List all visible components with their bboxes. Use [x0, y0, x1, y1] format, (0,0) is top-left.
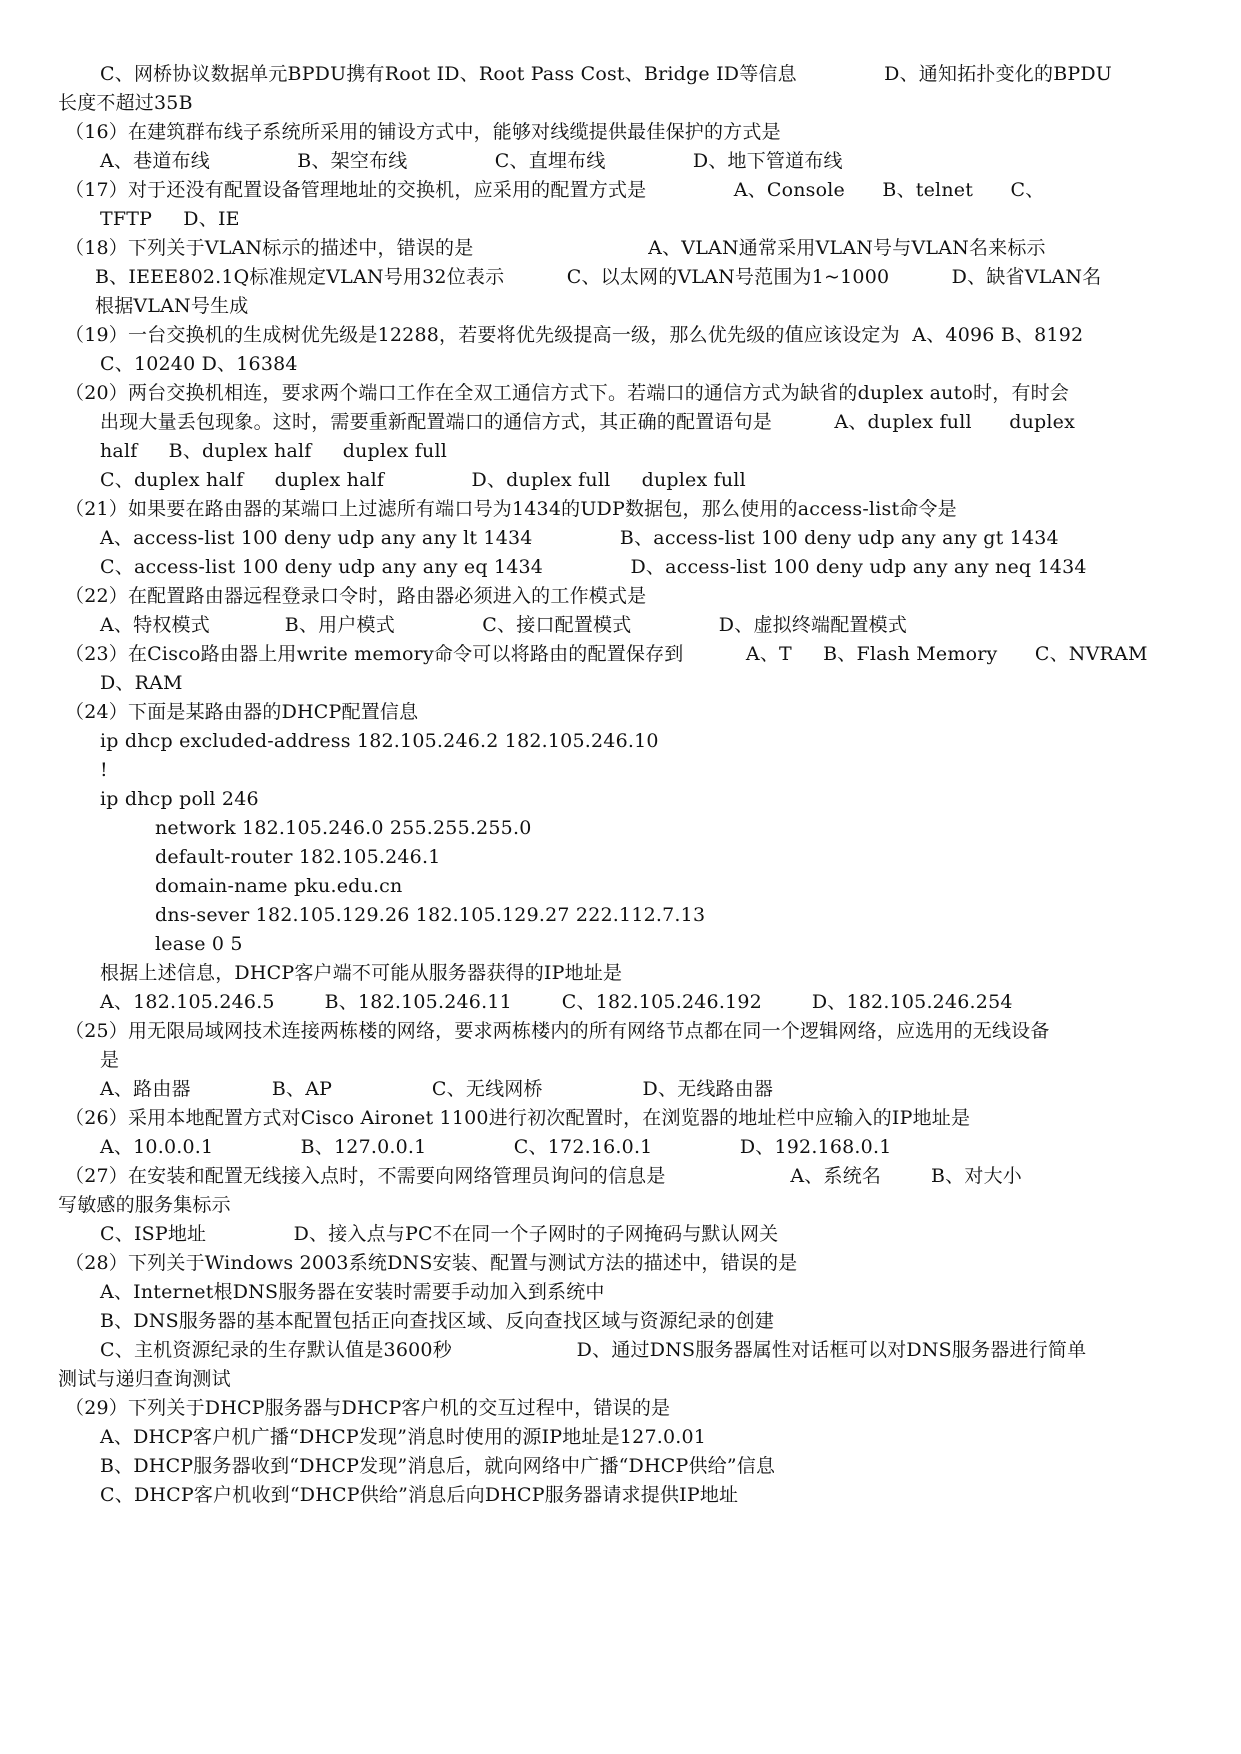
question-28: （28）下列关于Windows 2003系统DNS安装、配置与测试方法的描述中，错误的是	[65, 1252, 798, 1274]
text-line: C、10240 D、16384	[100, 353, 298, 375]
config-line: ip dhcp excluded-address 182.105.246.2 182.105.246.10	[100, 730, 659, 752]
question-22: （22）在配置路由器远程登录口令时，路由器必须进入的工作模式是	[65, 585, 647, 607]
question-17: （17）对于还没有配置设备管理地址的交换机，应采用的配置方式是 A、Console B、telnet C、	[65, 179, 1045, 201]
config-line: ip dhcp poll 246	[100, 788, 259, 810]
question-26: （26）采用本地配置方式对Cisco Aironet 1100进行初次配置时，在浏览器的地址栏中应输入的IP地址是	[65, 1107, 971, 1129]
text-line: C、ISP地址 D、接入点与PC不在同一个子网时的子网掩码与默认网关	[100, 1223, 779, 1245]
text-line: A、巷道布线 B、架空布线 C、直埋布线 D、地下管道布线	[100, 150, 843, 172]
config-line: network 182.105.246.0 255.255.255.0	[155, 817, 532, 839]
text-line: A、10.0.0.1 B、127.0.0.1 C、172.16.0.1 D、192.168.0.1	[100, 1136, 892, 1158]
config-line: dns-sever 182.105.129.26 182.105.129.27 222.112.7.13	[155, 904, 706, 926]
text-line: A、DHCP客户机广播“DHCP发现”消息时使用的源IP地址是127.0.01	[100, 1426, 707, 1448]
config-line: default-router 182.105.246.1	[155, 846, 441, 868]
text-line: C、网桥协议数据单元BPDU携有Root ID、Root Pass Cost、Bridge ID等信息 D、通知拓扑变化的BPDU	[100, 63, 1112, 85]
text-line: B、DHCP服务器收到“DHCP发现”消息后，就向网络中广播“DHCP供给”信息	[100, 1455, 776, 1477]
text-line: A、access-list 100 deny udp any any lt 1434 B、access-list 100 deny udp any any gt 1434	[100, 527, 1059, 549]
text-line: A、Internet根DNS服务器在安装时需要手动加入到系统中	[100, 1281, 605, 1303]
text-line: TFTP D、IE	[100, 208, 240, 230]
config-line: domain-name pku.edu.cn	[155, 875, 403, 897]
text-line: 测试与递归查询测试	[58, 1368, 231, 1390]
config-line: !	[100, 759, 108, 781]
question-19: （19）一台交换机的生成树优先级是12288，若要将优先级提高一级，那么优先级的值应该设定为 A、4096 B、8192	[65, 324, 1084, 346]
text-line: C、DHCP客户机收到“DHCP供给”消息后向DHCP服务器请求提供IP地址	[100, 1484, 739, 1506]
question-24: （24）下面是某路由器的DHCP配置信息	[65, 701, 419, 723]
text-line: 根据上述信息，DHCP客户端不可能从服务器获得的IP地址是	[100, 962, 623, 984]
text-line: C、access-list 100 deny udp any any eq 1434 D、access-list 100 deny udp any any neq 1434	[100, 556, 1087, 578]
text-line: 根据VLAN号生成	[95, 295, 249, 317]
question-29: （29）下列关于DHCP服务器与DHCP客户机的交互过程中，错误的是	[65, 1397, 671, 1419]
question-27: （27）在安装和配置无线接入点时，不需要向网络管理员询问的信息是 A、系统名 B、对大小	[65, 1165, 1022, 1187]
text-line: C、duplex half duplex half D、duplex full duplex full	[100, 469, 746, 491]
text-line: A、182.105.246.5 B、182.105.246.11 C、182.105.246.192 D、182.105.246.254	[100, 991, 1013, 1013]
text-line: 长度不超过35B	[58, 92, 193, 114]
question-20: （20）两台交换机相连，要求两个端口工作在全双工通信方式下。若端口的通信方式为缺省的duplex auto时，有时会	[65, 382, 1070, 404]
text-line: C、主机资源纪录的生存默认值是3600秒 D、通过DNS服务器属性对话框可以对DNS服务器进行简单	[100, 1339, 1087, 1361]
question-23: （23）在Cisco路由器上用write memory命令可以将路由的配置保存到 A、T B、Flash Memory C、NVRAM	[65, 643, 1148, 665]
text-line: D、RAM	[100, 672, 183, 694]
text-line: 写敏感的服务集标示	[58, 1194, 231, 1216]
question-25: （25）用无限局域网技术连接两栋楼的网络，要求两栋楼内的所有网络节点都在同一个逻辑网络，应选用的无线设备	[65, 1020, 1050, 1042]
text-line: 是	[100, 1049, 120, 1071]
config-line: lease 0 5	[155, 933, 243, 955]
text-line: B、IEEE802.1Q标准规定VLAN号用32位表示 C、以太网的VLAN号范围为1~1000 D、缺省VLAN名	[95, 266, 1102, 288]
question-18: （18）下列关于VLAN标示的描述中，错误的是 A、VLAN通常采用VLAN号与VLAN名来标示	[65, 237, 1046, 259]
text-line: 出现大量丢包现象。这时，需要重新配置端口的通信方式，其正确的配置语句是 A、duplex full duplex	[100, 411, 1076, 433]
text-line: A、路由器 B、AP C、无线网桥 D、无线路由器	[100, 1078, 774, 1100]
question-16: （16）在建筑群布线子系统所采用的铺设方式中，能够对线缆提供最佳保护的方式是	[65, 121, 781, 143]
text-line: half B、duplex half duplex full	[100, 440, 448, 462]
text-line: A、特权模式 B、用户模式 C、接口配置模式 D、虚拟终端配置模式	[100, 614, 908, 636]
question-21: （21）如果要在路由器的某端口上过滤所有端口号为1434的UDP数据包，那么使用的access-list命令是	[65, 498, 957, 520]
text-line: B、DNS服务器的基本配置包括正向查找区域、反向查找区域与资源纪录的创建	[100, 1310, 775, 1332]
